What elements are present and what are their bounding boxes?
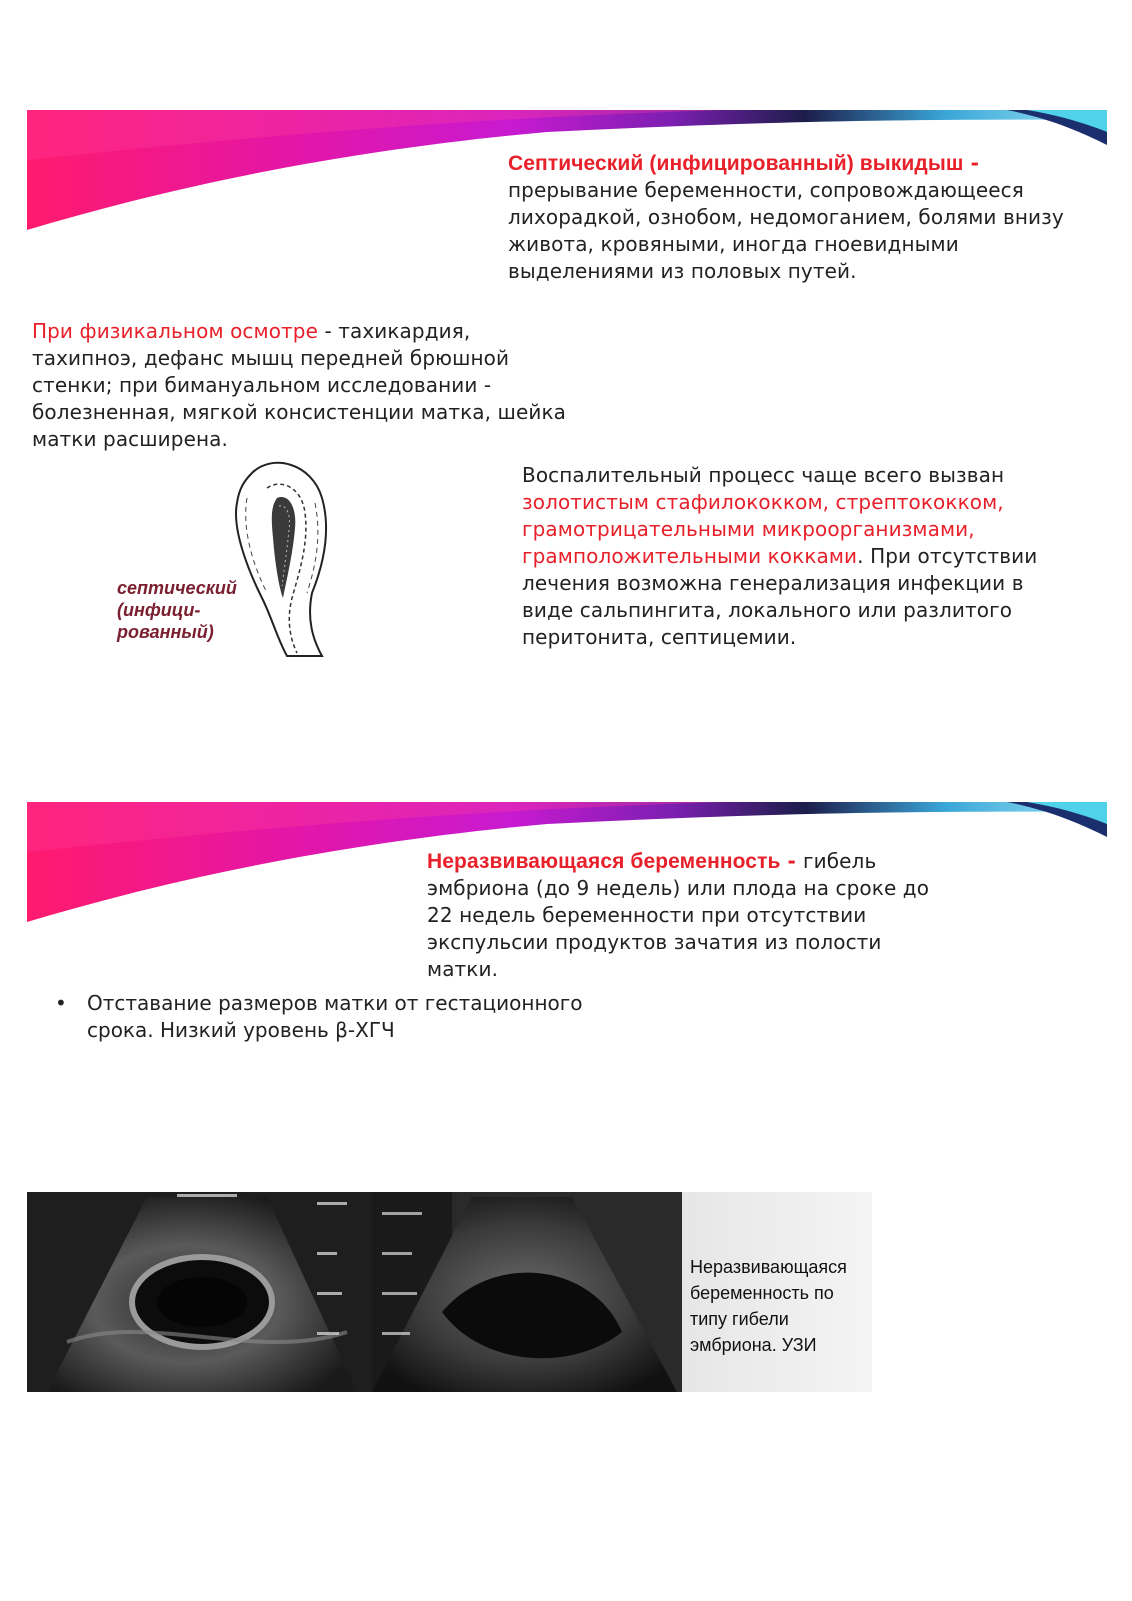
slide-missed-abortion bbox=[27, 802, 1107, 1402]
septic-term: Септический (инфицированный) выкидыш bbox=[508, 152, 964, 175]
missed-abortion-definition bbox=[427, 848, 937, 983]
cause-intro: Воспалительный процесс чаще всего вызван bbox=[522, 463, 1005, 487]
missed-abortion-term: Неразвивающаяся беременность bbox=[427, 850, 781, 873]
illustration-caption: септический (инфици-рованный) bbox=[117, 578, 237, 642]
slide-septic-abortion bbox=[27, 110, 1107, 670]
ultrasound-image-panel bbox=[27, 1192, 872, 1392]
physical-exam-description: - тахикардия, тахипноэ, дефанс мышц передней брюшной стенки; при бимануальном исследовании - болезненная, мягкой консистенции матка, шейка матки расширена. bbox=[32, 319, 566, 451]
cause-rest: . При отсутствии лечения возможна генерализация инфекции в виде сальпингита, локального или разлитого перитонита, септицемии. bbox=[522, 544, 1038, 649]
inflammation-cause-text bbox=[522, 462, 1067, 651]
bullet-text: Отставание размеров матки от гестационного срока. Низкий уровень β-ХГЧ bbox=[87, 991, 583, 1042]
ultrasound-image-right bbox=[372, 1192, 682, 1392]
cause-agents: золотистым стафилококком, стрептококком, грамотрицательными микроорганизмами, грамположительными кокками bbox=[522, 490, 1004, 568]
septic-dash: - bbox=[963, 151, 979, 175]
ultrasound-image-left bbox=[27, 1192, 372, 1392]
list-item bbox=[55, 990, 615, 1050]
ultrasound-caption-box bbox=[682, 1192, 872, 1392]
septic-definition-text: прерывание беременности, сопровождающееся лихорадкой, ознобом, недомоганием, болями внизу живота, кровяными, иногда гноевидными выделениями из половых путей. bbox=[508, 178, 1064, 283]
physical-exam-term: При физикальном осмотре bbox=[32, 319, 318, 343]
missed-abortion-dash: - bbox=[780, 849, 804, 873]
missed-abortion-text: гибель эмбриона (до 9 недель) или плода на сроке до 22 недель беременности при отсутствии экспульсии продуктов зачатия из полости матки. bbox=[427, 849, 930, 981]
bullet-icon: • bbox=[55, 991, 67, 1015]
septic-definition bbox=[508, 150, 1088, 285]
physical-exam-text bbox=[32, 318, 572, 453]
ultrasound-caption: Неразвивающаяся беременность по типу гибели эмбриона. УЗИ bbox=[690, 1257, 847, 1355]
